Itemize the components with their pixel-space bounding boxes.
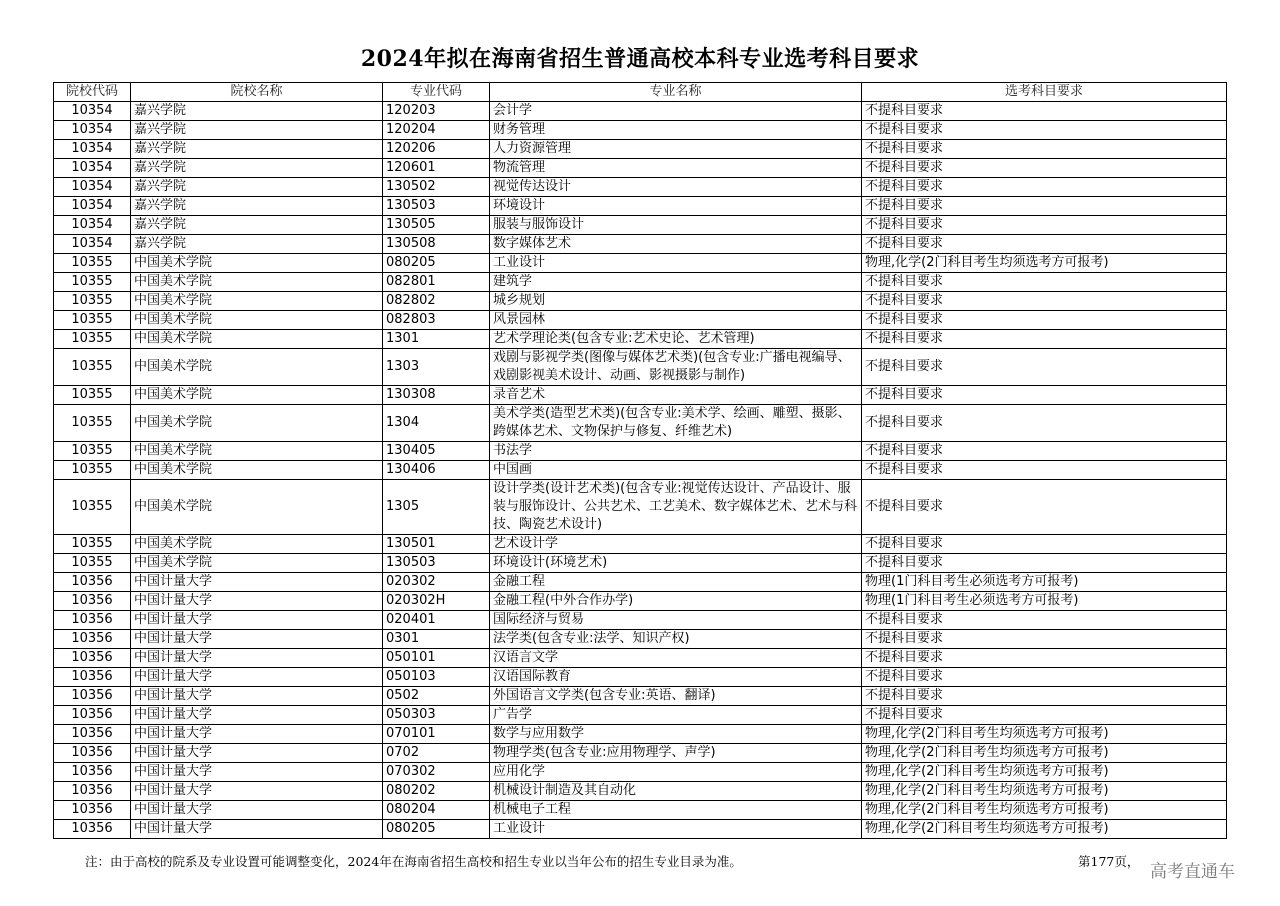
table-row [54,311,1227,330]
cell-major-name: 人力资源管理 [490,140,862,159]
table-row [54,668,1227,687]
cell-school-code: 10355 [54,405,131,442]
cell-major-code: 130405 [383,442,490,461]
cell-major-name: 书法学 [490,442,862,461]
table-row [54,763,1227,782]
cell-school-code: 10354 [54,178,131,197]
cell-school-name: 中国美术学院 [131,405,383,442]
cell-school-name: 中国美术学院 [131,554,383,573]
cell-major-code: 070101 [383,725,490,744]
cell-major-name: 财务管理 [490,121,862,140]
cell-school-code: 10354 [54,235,131,254]
cell-requirement: 不提科目要求 [862,554,1227,573]
cell-requirement: 不提科目要求 [862,273,1227,292]
table-row [54,592,1227,611]
table-row [54,480,1227,535]
cell-major-name: 机械电子工程 [490,801,862,820]
cell-major-code: 070302 [383,763,490,782]
cell-major-code: 080205 [383,820,490,839]
cell-major-code: 020302 [383,573,490,592]
page-number: 第177页， [1078,854,1140,869]
cell-major-name: 机械设计制造及其自动化 [490,782,862,801]
cell-requirement: 物理,化学(2门科目考生均须选考方可报考) [862,782,1227,801]
cell-requirement: 不提科目要求 [862,611,1227,630]
header-requirement: 选考科目要求 [862,83,1227,102]
cell-school-code: 10355 [54,461,131,480]
cell-major-name: 建筑学 [490,273,862,292]
cell-school-code: 10354 [54,197,131,216]
cell-major-code: 130508 [383,235,490,254]
cell-major-code: 0502 [383,687,490,706]
cell-school-name: 嘉兴学院 [131,121,383,140]
cell-school-name: 中国美术学院 [131,311,383,330]
cell-major-name: 戏剧与影视学类(图像与媒体艺术类)(包含专业:广播电视编导、戏剧影视美术设计、动画、影视摄影与制作) [490,349,862,386]
cell-major-name: 美术学类(造型艺术类)(包含专业:美术学、绘画、雕塑、摄影、跨媒体艺术、文物保护与修复、纤维艺术) [490,405,862,442]
cell-major-code: 130502 [383,178,490,197]
table-row [54,140,1227,159]
cell-school-name: 中国计量大学 [131,744,383,763]
cell-major-code: 020302H [383,592,490,611]
cell-major-name: 会计学 [490,102,862,121]
table-row [54,706,1227,725]
cell-school-code: 10356 [54,725,131,744]
cell-requirement: 物理,化学(2门科目考生均须选考方可报考) [862,820,1227,839]
cell-school-code: 10356 [54,801,131,820]
cell-requirement: 不提科目要求 [862,216,1227,235]
table-row [54,254,1227,273]
cell-requirement: 不提科目要求 [862,405,1227,442]
cell-major-name: 金融工程 [490,573,862,592]
page-title: 2024年拟在海南省招生普通高校本科专业选考科目要求 [360,46,920,72]
cell-major-name: 汉语言文学 [490,649,862,668]
cell-major-code: 082802 [383,292,490,311]
cell-requirement: 不提科目要求 [862,121,1227,140]
cell-major-name: 物理学类(包含专业:应用物理学、声学) [490,744,862,763]
cell-requirement: 不提科目要求 [862,178,1227,197]
cell-requirement: 物理,化学(2门科目考生均须选考方可报考) [862,254,1227,273]
watermark: 高考直通车 [1150,862,1235,882]
table-row [54,349,1227,386]
cell-school-code: 10355 [54,349,131,386]
cell-major-name: 工业设计 [490,820,862,839]
cell-requirement: 不提科目要求 [862,102,1227,121]
table-row [54,102,1227,121]
cell-school-name: 嘉兴学院 [131,235,383,254]
table-row [54,405,1227,442]
cell-school-name: 中国计量大学 [131,687,383,706]
cell-major-code: 1301 [383,330,490,349]
cell-requirement: 不提科目要求 [862,630,1227,649]
cell-school-code: 10355 [54,311,131,330]
cell-school-name: 嘉兴学院 [131,140,383,159]
table-row [54,573,1227,592]
cell-major-name: 设计学类(设计艺术类)(包含专业:视觉传达设计、产品设计、服装与服饰设计、公共艺术、工艺美术、数字媒体艺术、艺术与科技、陶瓷艺术设计) [490,480,862,535]
cell-major-code: 120204 [383,121,490,140]
table-row [54,611,1227,630]
cell-major-code: 1305 [383,480,490,535]
cell-school-code: 10355 [54,273,131,292]
cell-requirement: 不提科目要求 [862,461,1227,480]
cell-school-code: 10355 [54,254,131,273]
cell-school-name: 中国美术学院 [131,273,383,292]
cell-major-code: 050101 [383,649,490,668]
cell-major-name: 物流管理 [490,159,862,178]
cell-requirement: 不提科目要求 [862,480,1227,535]
cell-school-code: 10356 [54,763,131,782]
cell-major-code: 130406 [383,461,490,480]
table-row [54,121,1227,140]
cell-school-name: 嘉兴学院 [131,216,383,235]
footer-note: 注：由于高校的院系及专业设置可能调整变化，2024年在海南省招生高校和招生专业以当年公布的招生专业目录为准。 [85,854,742,869]
cell-major-code: 120203 [383,102,490,121]
cell-school-name: 中国美术学院 [131,386,383,405]
cell-school-code: 10355 [54,292,131,311]
table-row [54,535,1227,554]
cell-school-code: 10356 [54,649,131,668]
table-row [54,178,1227,197]
cell-requirement: 不提科目要求 [862,706,1227,725]
cell-requirement: 物理,化学(2门科目考生均须选考方可报考) [862,725,1227,744]
cell-school-name: 中国计量大学 [131,763,383,782]
cell-school-name: 中国计量大学 [131,725,383,744]
table-row [54,554,1227,573]
cell-school-code: 10356 [54,668,131,687]
header-major-code: 专业代码 [383,83,490,102]
cell-major-name: 金融工程(中外合作办学) [490,592,862,611]
cell-school-code: 10354 [54,102,131,121]
cell-school-name: 中国计量大学 [131,630,383,649]
cell-school-name: 中国计量大学 [131,611,383,630]
cell-major-code: 130501 [383,535,490,554]
table-row [54,725,1227,744]
cell-school-name: 中国美术学院 [131,461,383,480]
table-row [54,235,1227,254]
cell-school-name: 中国美术学院 [131,442,383,461]
cell-school-name: 中国计量大学 [131,573,383,592]
cell-major-code: 050103 [383,668,490,687]
cell-major-name: 中国画 [490,461,862,480]
cell-school-name: 中国美术学院 [131,480,383,535]
cell-school-name: 中国计量大学 [131,801,383,820]
cell-school-name: 中国美术学院 [131,292,383,311]
cell-requirement: 不提科目要求 [862,292,1227,311]
table-row [54,386,1227,405]
cell-school-code: 10355 [54,442,131,461]
cell-major-code: 050303 [383,706,490,725]
cell-major-name: 应用化学 [490,763,862,782]
table-row [54,292,1227,311]
cell-requirement: 不提科目要求 [862,649,1227,668]
cell-school-code: 10355 [54,480,131,535]
cell-requirement: 物理,化学(2门科目考生均须选考方可报考) [862,763,1227,782]
cell-requirement: 不提科目要求 [862,349,1227,386]
cell-school-name: 中国美术学院 [131,535,383,554]
table-row [54,744,1227,763]
cell-requirement: 物理(1门科目考生必须选考方可报考) [862,592,1227,611]
cell-school-code: 10355 [54,386,131,405]
cell-major-name: 环境设计 [490,197,862,216]
cell-school-name: 嘉兴学院 [131,102,383,121]
cell-major-name: 工业设计 [490,254,862,273]
cell-major-code: 020401 [383,611,490,630]
cell-school-code: 10356 [54,706,131,725]
cell-requirement: 不提科目要求 [862,386,1227,405]
cell-major-code: 1304 [383,405,490,442]
cell-major-name: 录音艺术 [490,386,862,405]
cell-school-code: 10356 [54,820,131,839]
cell-major-code: 120206 [383,140,490,159]
cell-school-code: 10356 [54,573,131,592]
cell-school-code: 10354 [54,216,131,235]
cell-school-code: 10356 [54,630,131,649]
table-row [54,330,1227,349]
cell-major-name: 艺术设计学 [490,535,862,554]
table-row [54,442,1227,461]
cell-requirement: 不提科目要求 [862,535,1227,554]
cell-major-code: 0301 [383,630,490,649]
cell-school-name: 嘉兴学院 [131,197,383,216]
cell-school-code: 10354 [54,140,131,159]
table-row [54,801,1227,820]
cell-school-name: 中国计量大学 [131,668,383,687]
cell-major-code: 130505 [383,216,490,235]
header-school-code: 院校代码 [54,83,131,102]
table-row [54,782,1227,801]
table-row [54,820,1227,839]
cell-requirement: 不提科目要求 [862,330,1227,349]
cell-requirement: 物理,化学(2门科目考生均须选考方可报考) [862,801,1227,820]
header-school-name: 院校名称 [131,83,383,102]
cell-major-code: 1303 [383,349,490,386]
cell-requirement: 不提科目要求 [862,235,1227,254]
cell-requirement: 不提科目要求 [862,687,1227,706]
cell-school-code: 10355 [54,535,131,554]
cell-major-code: 120601 [383,159,490,178]
cell-school-code: 10356 [54,687,131,706]
cell-major-code: 080205 [383,254,490,273]
cell-major-code: 080202 [383,782,490,801]
cell-major-name: 汉语国际教育 [490,668,862,687]
cell-requirement: 不提科目要求 [862,197,1227,216]
cell-school-code: 10354 [54,121,131,140]
cell-major-code: 130503 [383,554,490,573]
cell-school-name: 中国美术学院 [131,330,383,349]
cell-requirement: 物理(1门科目考生必须选考方可报考) [862,573,1227,592]
cell-major-name: 外国语言文学类(包含专业:英语、翻译) [490,687,862,706]
cell-major-name: 数字媒体艺术 [490,235,862,254]
cell-major-name: 风景园林 [490,311,862,330]
cell-major-code: 082801 [383,273,490,292]
cell-major-name: 城乡规划 [490,292,862,311]
cell-school-code: 10355 [54,554,131,573]
cell-school-name: 嘉兴学院 [131,178,383,197]
cell-major-code: 082803 [383,311,490,330]
cell-major-name: 环境设计(环境艺术) [490,554,862,573]
cell-major-code: 130308 [383,386,490,405]
cell-major-code: 130503 [383,197,490,216]
cell-school-code: 10356 [54,611,131,630]
cell-school-code: 10354 [54,159,131,178]
cell-school-name: 中国计量大学 [131,820,383,839]
cell-requirement: 不提科目要求 [862,668,1227,687]
cell-requirement: 不提科目要求 [862,159,1227,178]
cell-school-name: 中国计量大学 [131,649,383,668]
cell-major-name: 法学类(包含专业:法学、知识产权) [490,630,862,649]
cell-school-code: 10356 [54,744,131,763]
cell-school-name: 中国美术学院 [131,349,383,386]
cell-major-name: 服装与服饰设计 [490,216,862,235]
cell-major-name: 艺术学理论类(包含专业:艺术史论、艺术管理) [490,330,862,349]
cell-school-code: 10356 [54,592,131,611]
cell-major-name: 视觉传达设计 [490,178,862,197]
cell-requirement: 物理,化学(2门科目考生均须选考方可报考) [862,744,1227,763]
cell-school-name: 中国计量大学 [131,782,383,801]
cell-major-name: 广告学 [490,706,862,725]
cell-requirement: 不提科目要求 [862,311,1227,330]
table-row [54,461,1227,480]
cell-major-name: 国际经济与贸易 [490,611,862,630]
cell-school-code: 10356 [54,782,131,801]
cell-major-code: 0702 [383,744,490,763]
cell-requirement: 不提科目要求 [862,140,1227,159]
table-row [54,687,1227,706]
cell-school-code: 10355 [54,330,131,349]
cell-school-name: 中国计量大学 [131,592,383,611]
cell-school-name: 中国计量大学 [131,706,383,725]
table-row [54,216,1227,235]
cell-requirement: 不提科目要求 [862,442,1227,461]
cell-school-name: 中国美术学院 [131,254,383,273]
table-row [54,159,1227,178]
table-row [54,630,1227,649]
header-major-name: 专业名称 [490,83,862,102]
cell-school-name: 嘉兴学院 [131,159,383,178]
cell-major-code: 080204 [383,801,490,820]
table-body [54,102,1227,839]
table-row [54,273,1227,292]
requirements-table [53,82,1227,839]
table-row [54,649,1227,668]
cell-major-name: 数学与应用数学 [490,725,862,744]
table-row [54,197,1227,216]
table-header-row [54,83,1227,102]
